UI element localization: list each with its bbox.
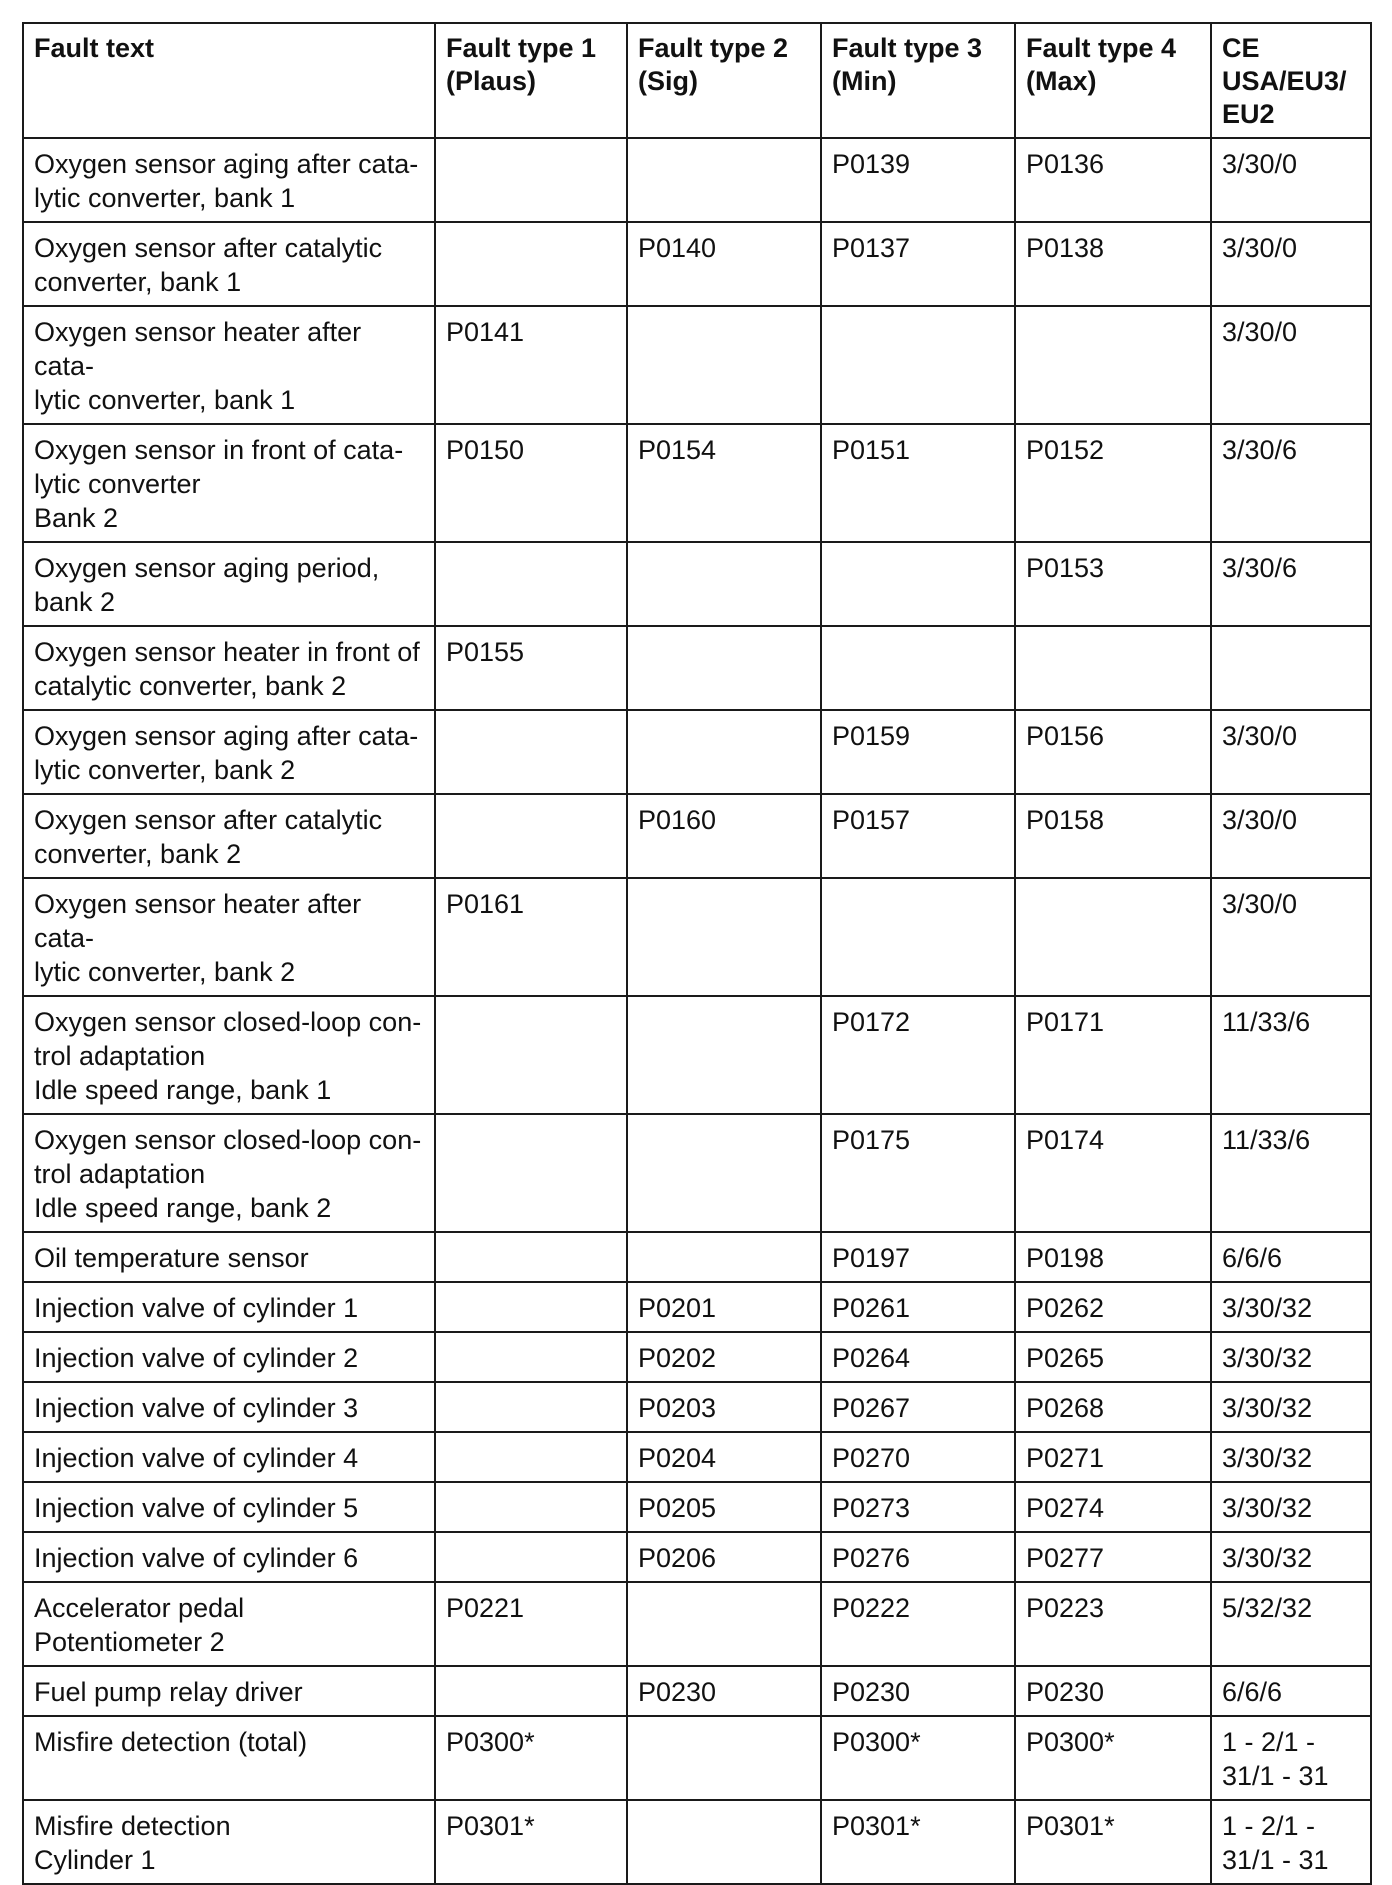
- header-fault-type-4: Fault type 4 (Max): [1015, 23, 1211, 138]
- ce-code-cell: 3/30/32: [1211, 1332, 1371, 1382]
- fault-type-1-cell: P0150: [435, 424, 627, 542]
- ce-code-cell: 3/30/0: [1211, 878, 1371, 996]
- fault-type-2-cell: [627, 710, 821, 794]
- fault-type-1-cell: [435, 794, 627, 878]
- table-row: [23, 1532, 1371, 1582]
- fault-type-3-cell: P0276: [821, 1532, 1015, 1582]
- fault-type-4-cell: P0268: [1015, 1382, 1211, 1432]
- ce-code-cell: 3/30/0: [1211, 710, 1371, 794]
- fault-type-1-cell: [435, 1114, 627, 1232]
- table-row: [23, 424, 1371, 542]
- fault-text-cell: Injection valve of cylinder 1: [23, 1282, 435, 1332]
- fault-type-3-cell: P0270: [821, 1432, 1015, 1482]
- fault-type-3-cell: P0267: [821, 1382, 1015, 1432]
- fault-type-4-cell: P0152: [1015, 424, 1211, 542]
- fault-type-1-cell: [435, 996, 627, 1114]
- fault-type-2-cell: P0140: [627, 222, 821, 306]
- fault-type-3-cell: P0273: [821, 1482, 1015, 1532]
- ce-code-cell: 5/32/32: [1211, 1582, 1371, 1666]
- fault-type-3-cell: P0172: [821, 996, 1015, 1114]
- fault-text-cell: Misfire detection (total): [23, 1716, 435, 1800]
- fault-type-1-cell: [435, 1666, 627, 1716]
- fault-type-2-cell: [627, 306, 821, 424]
- fault-type-3-cell: P0139: [821, 138, 1015, 222]
- table-row: [23, 996, 1371, 1114]
- fault-text-cell: Fuel pump relay driver: [23, 1666, 435, 1716]
- fault-type-3-cell: P0137: [821, 222, 1015, 306]
- header-fault-type-1: Fault type 1 (Plaus): [435, 23, 627, 138]
- ce-code-cell: 3/30/32: [1211, 1482, 1371, 1532]
- fault-type-2-cell: P0230: [627, 1666, 821, 1716]
- ce-code-cell: 3/30/0: [1211, 222, 1371, 306]
- ce-code-cell: 3/30/0: [1211, 138, 1371, 222]
- header-ce-codes: CE USA/EU3/ EU2: [1211, 23, 1371, 138]
- fault-type-3-cell: P0301*: [821, 1800, 1015, 1884]
- fault-type-3-cell: [821, 306, 1015, 424]
- table-row: [23, 626, 1371, 710]
- fault-type-1-cell: [435, 222, 627, 306]
- header-fault-text: Fault text: [23, 23, 435, 138]
- fault-text-cell: Oxygen sensor aging after cata- lytic converter, bank 2: [23, 710, 435, 794]
- table-row: [23, 1482, 1371, 1532]
- table-row: [23, 1716, 1371, 1800]
- fault-type-2-cell: [627, 1232, 821, 1282]
- fault-type-4-cell: P0171: [1015, 996, 1211, 1114]
- fault-type-4-cell: P0136: [1015, 138, 1211, 222]
- fault-type-4-cell: P0156: [1015, 710, 1211, 794]
- fault-text-cell: Oxygen sensor after catalytic converter, bank 2: [23, 794, 435, 878]
- fault-type-3-cell: [821, 626, 1015, 710]
- ce-code-cell: 3/30/32: [1211, 1382, 1371, 1432]
- ce-code-cell: 11/33/6: [1211, 1114, 1371, 1232]
- fault-text-cell: Oxygen sensor aging after cata- lytic converter, bank 1: [23, 138, 435, 222]
- table-row: [23, 1232, 1371, 1282]
- table-row: [23, 878, 1371, 996]
- fault-type-2-cell: [627, 1716, 821, 1800]
- ce-code-cell: 3/30/32: [1211, 1532, 1371, 1582]
- fault-type-2-cell: P0160: [627, 794, 821, 878]
- fault-type-4-cell: P0262: [1015, 1282, 1211, 1332]
- table-row: [23, 1114, 1371, 1232]
- fault-text-cell: Misfire detection Cylinder 1: [23, 1800, 435, 1884]
- fault-type-1-cell: [435, 138, 627, 222]
- fault-text-cell: Injection valve of cylinder 5: [23, 1482, 435, 1532]
- fault-type-1-cell: [435, 1432, 627, 1482]
- table-body: [23, 138, 1371, 1884]
- table-row: [23, 710, 1371, 794]
- fault-type-4-cell: P0198: [1015, 1232, 1211, 1282]
- fault-type-4-cell: P0153: [1015, 542, 1211, 626]
- ce-code-cell: 6/6/6: [1211, 1666, 1371, 1716]
- fault-type-1-cell: P0155: [435, 626, 627, 710]
- fault-text-cell: Injection valve of cylinder 6: [23, 1532, 435, 1582]
- fault-type-2-cell: [627, 542, 821, 626]
- fault-text-cell: Oxygen sensor heater after cata- lytic converter, bank 2: [23, 878, 435, 996]
- fault-type-4-cell: [1015, 306, 1211, 424]
- table-row: [23, 1282, 1371, 1332]
- table-row: [23, 1432, 1371, 1482]
- fault-type-2-cell: [627, 878, 821, 996]
- fault-type-2-cell: [627, 1582, 821, 1666]
- fault-type-3-cell: P0261: [821, 1282, 1015, 1332]
- ce-code-cell: 1 - 2/1 - 31/1 - 31: [1211, 1800, 1371, 1884]
- fault-type-1-cell: [435, 1232, 627, 1282]
- table-row: [23, 794, 1371, 878]
- fault-type-3-cell: P0230: [821, 1666, 1015, 1716]
- fault-type-2-cell: P0204: [627, 1432, 821, 1482]
- ce-code-cell: 3/30/32: [1211, 1282, 1371, 1332]
- fault-text-cell: Oxygen sensor closed-loop con- trol adaptation Idle speed range, bank 1: [23, 996, 435, 1114]
- fault-type-3-cell: P0151: [821, 424, 1015, 542]
- fault-type-2-cell: P0203: [627, 1382, 821, 1432]
- fault-type-1-cell: P0301*: [435, 1800, 627, 1884]
- fault-type-3-cell: P0159: [821, 710, 1015, 794]
- fault-type-4-cell: P0223: [1015, 1582, 1211, 1666]
- fault-text-cell: Injection valve of cylinder 2: [23, 1332, 435, 1382]
- fault-type-1-cell: P0141: [435, 306, 627, 424]
- fault-text-cell: Oxygen sensor closed-loop con- trol adaptation Idle speed range, bank 2: [23, 1114, 435, 1232]
- fault-text-cell: Oxygen sensor after catalytic converter, bank 1: [23, 222, 435, 306]
- fault-type-2-cell: P0206: [627, 1532, 821, 1582]
- fault-type-4-cell: P0300*: [1015, 1716, 1211, 1800]
- fault-text-cell: Oil temperature sensor: [23, 1232, 435, 1282]
- fault-text-cell: Injection valve of cylinder 4: [23, 1432, 435, 1482]
- fault-type-4-cell: P0230: [1015, 1666, 1211, 1716]
- fault-code-table: [22, 22, 1372, 1885]
- fault-type-3-cell: P0197: [821, 1232, 1015, 1282]
- fault-type-2-cell: [627, 138, 821, 222]
- ce-code-cell: 3/30/32: [1211, 1432, 1371, 1482]
- ce-code-cell: 11/33/6: [1211, 996, 1371, 1114]
- fault-type-1-cell: P0161: [435, 878, 627, 996]
- fault-text-cell: Oxygen sensor aging period, bank 2: [23, 542, 435, 626]
- table-row: [23, 1382, 1371, 1432]
- fault-type-4-cell: P0301*: [1015, 1800, 1211, 1884]
- table-row: [23, 1800, 1371, 1884]
- fault-type-4-cell: P0265: [1015, 1332, 1211, 1382]
- ce-code-cell: 3/30/0: [1211, 794, 1371, 878]
- fault-type-1-cell: [435, 1382, 627, 1432]
- fault-text-cell: Oxygen sensor heater after cata- lytic converter, bank 1: [23, 306, 435, 424]
- table-row: [23, 542, 1371, 626]
- ce-code-cell: 1 - 2/1 - 31/1 - 31: [1211, 1716, 1371, 1800]
- fault-type-3-cell: P0175: [821, 1114, 1015, 1232]
- ce-code-cell: 3/30/0: [1211, 306, 1371, 424]
- fault-type-2-cell: [627, 1800, 821, 1884]
- fault-type-3-cell: [821, 542, 1015, 626]
- fault-type-1-cell: [435, 1282, 627, 1332]
- fault-type-3-cell: P0264: [821, 1332, 1015, 1382]
- fault-text-cell: Oxygen sensor in front of cata- lytic converter Bank 2: [23, 424, 435, 542]
- table-row: [23, 222, 1371, 306]
- fault-type-3-cell: P0300*: [821, 1716, 1015, 1800]
- fault-type-4-cell: P0138: [1015, 222, 1211, 306]
- table-row: [23, 1582, 1371, 1666]
- fault-type-2-cell: P0201: [627, 1282, 821, 1332]
- ce-code-cell: [1211, 626, 1371, 710]
- fault-type-1-cell: [435, 1482, 627, 1532]
- header-fault-type-2: Fault type 2 (Sig): [627, 23, 821, 138]
- ce-code-cell: 3/30/6: [1211, 542, 1371, 626]
- fault-type-4-cell: P0174: [1015, 1114, 1211, 1232]
- fault-text-cell: Accelerator pedal Potentiometer 2: [23, 1582, 435, 1666]
- fault-type-1-cell: P0300*: [435, 1716, 627, 1800]
- fault-type-2-cell: [627, 626, 821, 710]
- fault-type-4-cell: P0277: [1015, 1532, 1211, 1582]
- fault-type-1-cell: [435, 1332, 627, 1382]
- fault-type-1-cell: [435, 1532, 627, 1582]
- fault-type-2-cell: [627, 1114, 821, 1232]
- fault-type-3-cell: P0157: [821, 794, 1015, 878]
- fault-type-4-cell: P0274: [1015, 1482, 1211, 1532]
- fault-type-2-cell: P0205: [627, 1482, 821, 1532]
- header-fault-type-3: Fault type 3 (Min): [821, 23, 1015, 138]
- table-row: [23, 1332, 1371, 1382]
- fault-type-3-cell: [821, 878, 1015, 996]
- fault-type-4-cell: P0271: [1015, 1432, 1211, 1482]
- fault-type-2-cell: P0154: [627, 424, 821, 542]
- fault-text-cell: Injection valve of cylinder 3: [23, 1382, 435, 1432]
- fault-type-2-cell: [627, 996, 821, 1114]
- table-header-row: [23, 23, 1371, 138]
- fault-text-cell: Oxygen sensor heater in front of catalytic converter, bank 2: [23, 626, 435, 710]
- fault-type-1-cell: [435, 710, 627, 794]
- table-row: [23, 1666, 1371, 1716]
- fault-type-1-cell: P0221: [435, 1582, 627, 1666]
- fault-type-3-cell: P0222: [821, 1582, 1015, 1666]
- table-row: [23, 138, 1371, 222]
- ce-code-cell: 6/6/6: [1211, 1232, 1371, 1282]
- fault-type-4-cell: [1015, 626, 1211, 710]
- fault-type-4-cell: P0158: [1015, 794, 1211, 878]
- ce-code-cell: 3/30/6: [1211, 424, 1371, 542]
- fault-type-1-cell: [435, 542, 627, 626]
- table-row: [23, 306, 1371, 424]
- fault-type-2-cell: P0202: [627, 1332, 821, 1382]
- fault-type-4-cell: [1015, 878, 1211, 996]
